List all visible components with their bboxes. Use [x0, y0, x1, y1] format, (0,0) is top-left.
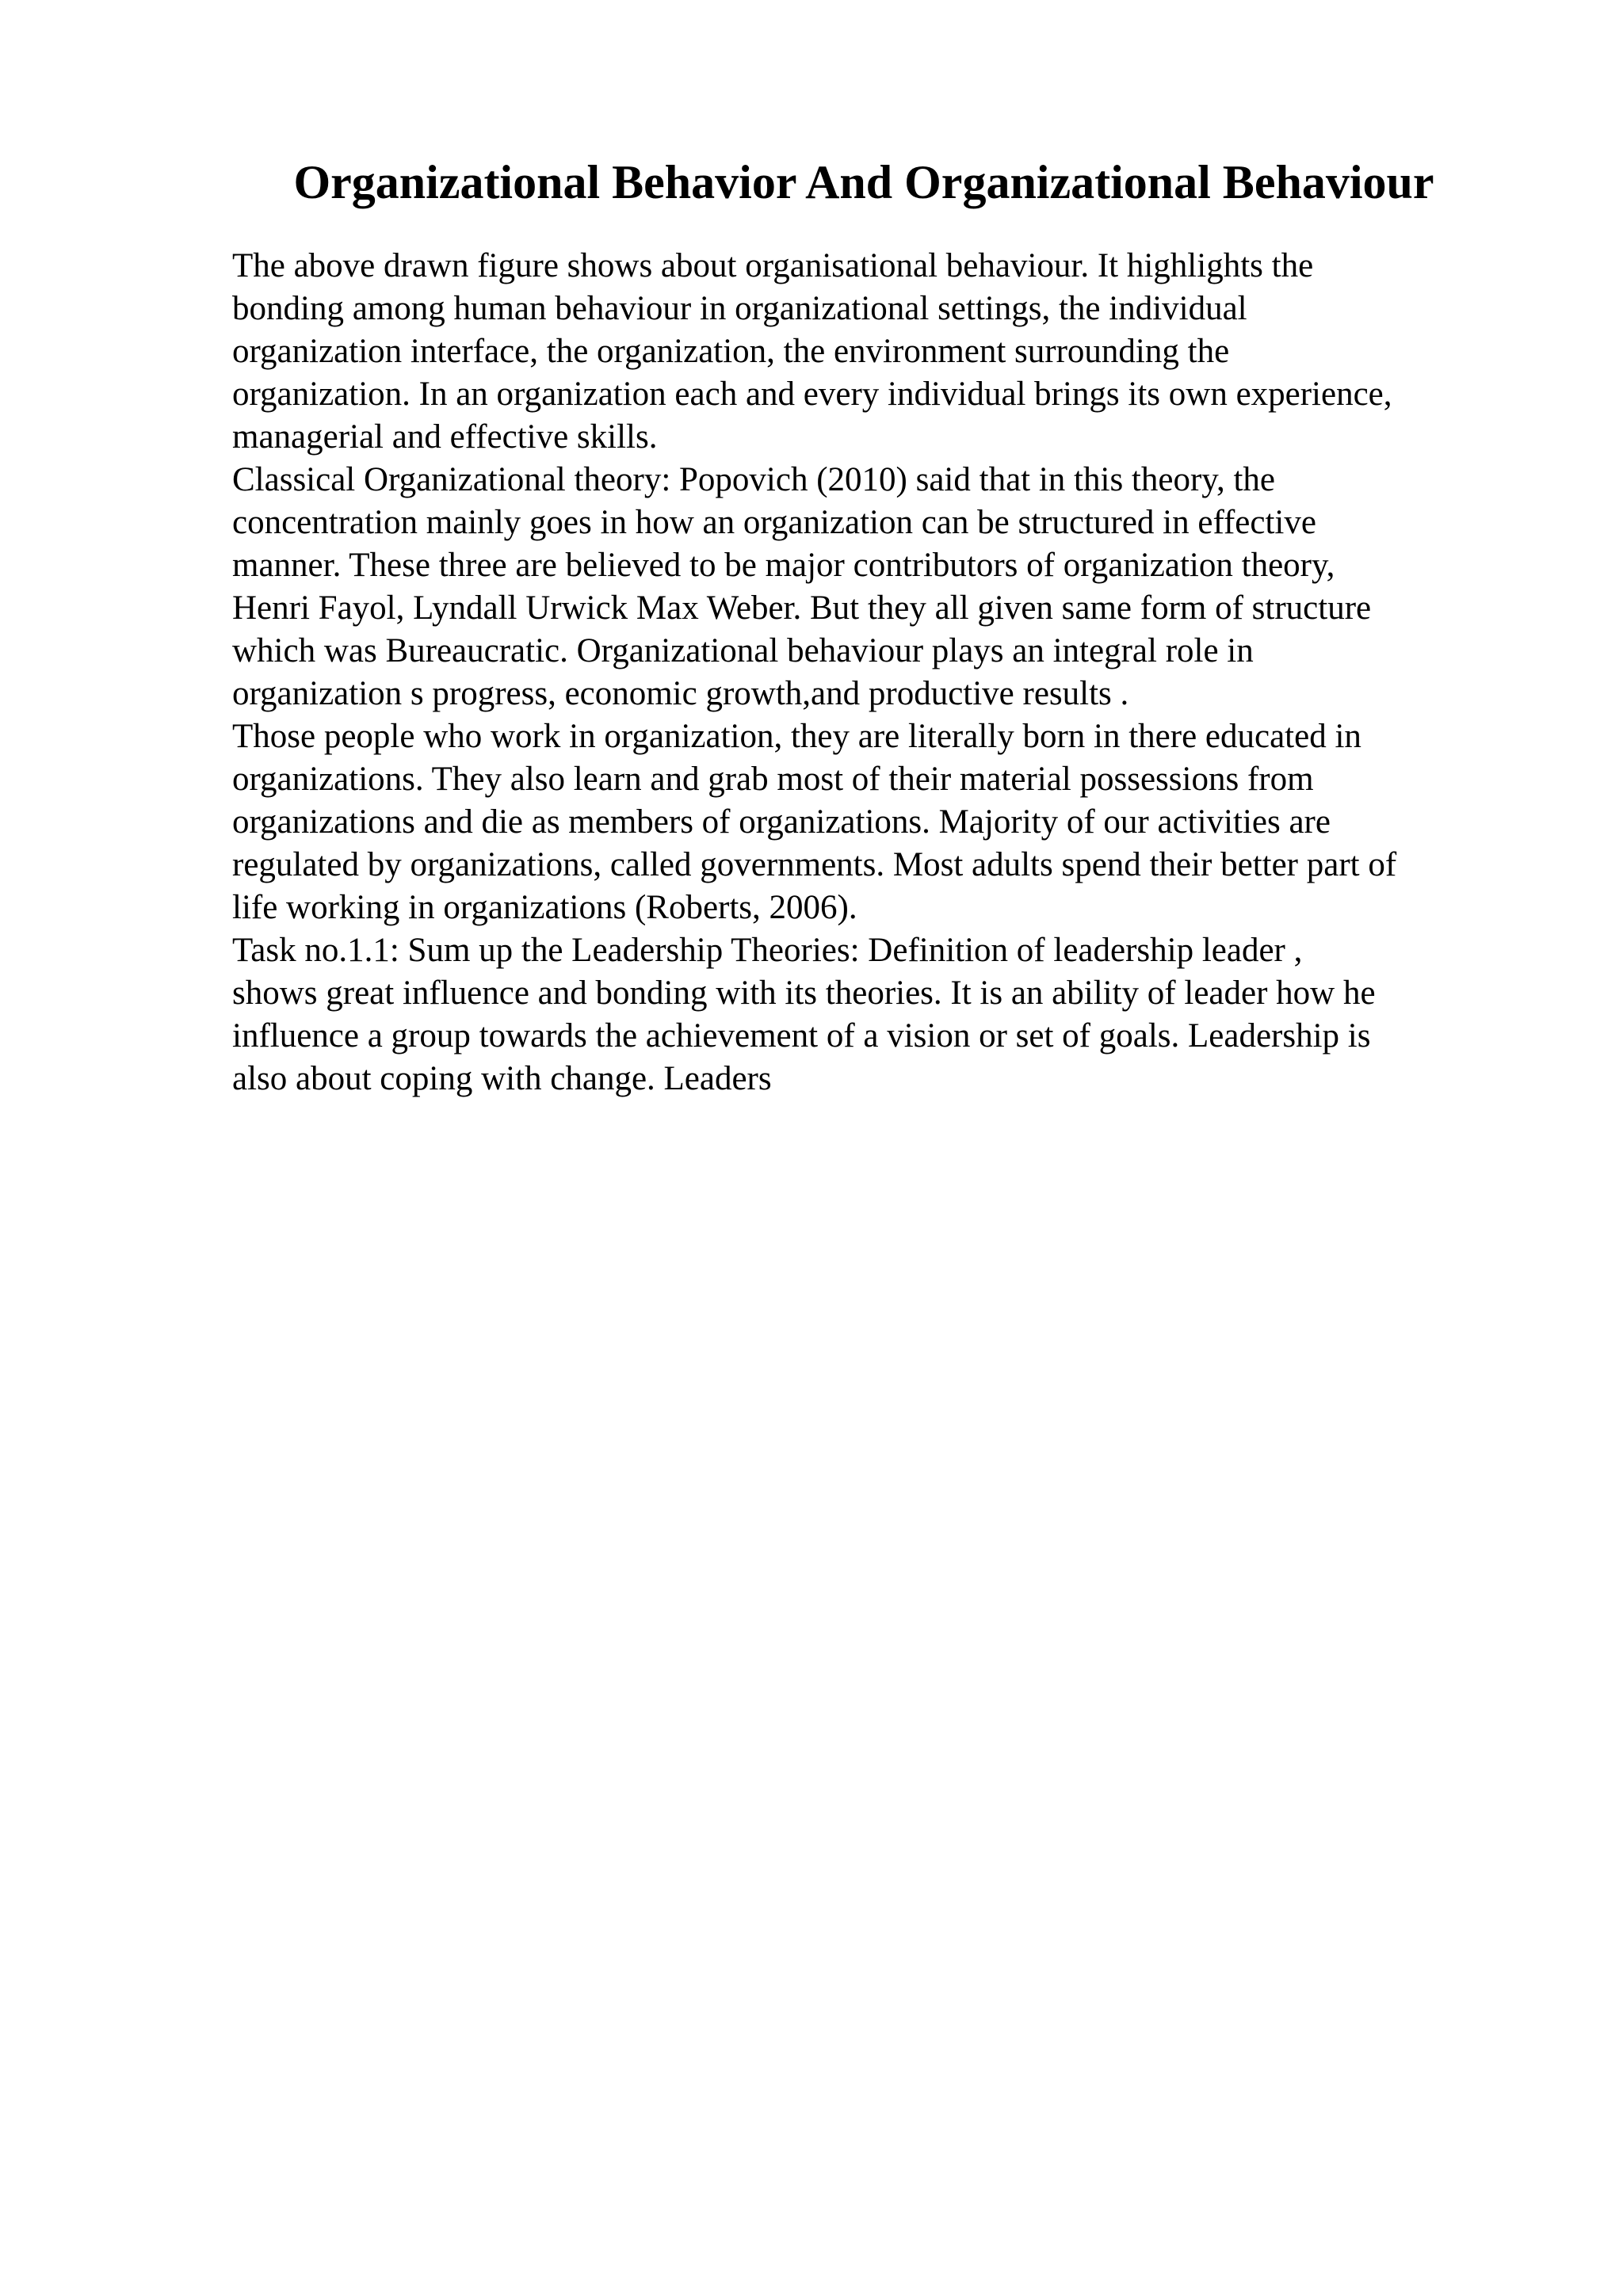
text-line: organization s progress, economic growth,and productive results .	[232, 675, 1129, 712]
text-line: Henri Fayol, Lyndall Urwick Max Weber. But they all given same form of structure	[232, 589, 1372, 627]
text-line: life working in organizations (Roberts, 2006).	[232, 889, 857, 926]
text-line: shows great influence and bonding with its theories. It is an ability of leader how he	[232, 974, 1376, 1012]
text-line: organization. In an organization each and every individual brings its own experience,	[232, 376, 1392, 413]
text-line: regulated by organizations, called governments. Most adults spend their better part of	[232, 846, 1397, 883]
text-line: also about coping with change. Leaders	[232, 1060, 772, 1097]
text-line: bonding among human behaviour in organizational settings, the individual	[232, 290, 1247, 327]
text-line: organization interface, the organization, the environment surrounding the	[232, 333, 1230, 370]
text-line: Classical Organizational theory: Popovich (2010) said that in this theory, the	[232, 461, 1276, 498]
text-line: organizations. They also learn and grab most of their material possessions from	[232, 761, 1314, 798]
text-line: Task no.1.1: Sum up the Leadership Theories: Definition of leadership leader ,	[232, 932, 1303, 969]
text-line: managerial and effective skills.	[232, 418, 658, 456]
document-title: Organizational Behavior And Organizational Behaviour	[293, 156, 1434, 208]
text-line: Those people who work in organization, they are literally born in there educated in	[232, 718, 1361, 755]
document-body	[232, 245, 1516, 1100]
text-line: The above drawn figure shows about organisational behaviour. It highlights the	[232, 247, 1314, 284]
text-line: concentration mainly goes in how an organization can be structured in effective	[232, 504, 1316, 541]
text-line: which was Bureaucratic. Organizational behaviour plays an integral role in	[232, 632, 1254, 669]
text-line: influence a group towards the achievement of a vision or set of goals. Leadership is	[232, 1017, 1371, 1055]
text-line: organizations and die as members of organizations. Majority of our activities are	[232, 803, 1331, 841]
text-line: manner. These three are believed to be major contributors of organization theory,	[232, 547, 1335, 584]
